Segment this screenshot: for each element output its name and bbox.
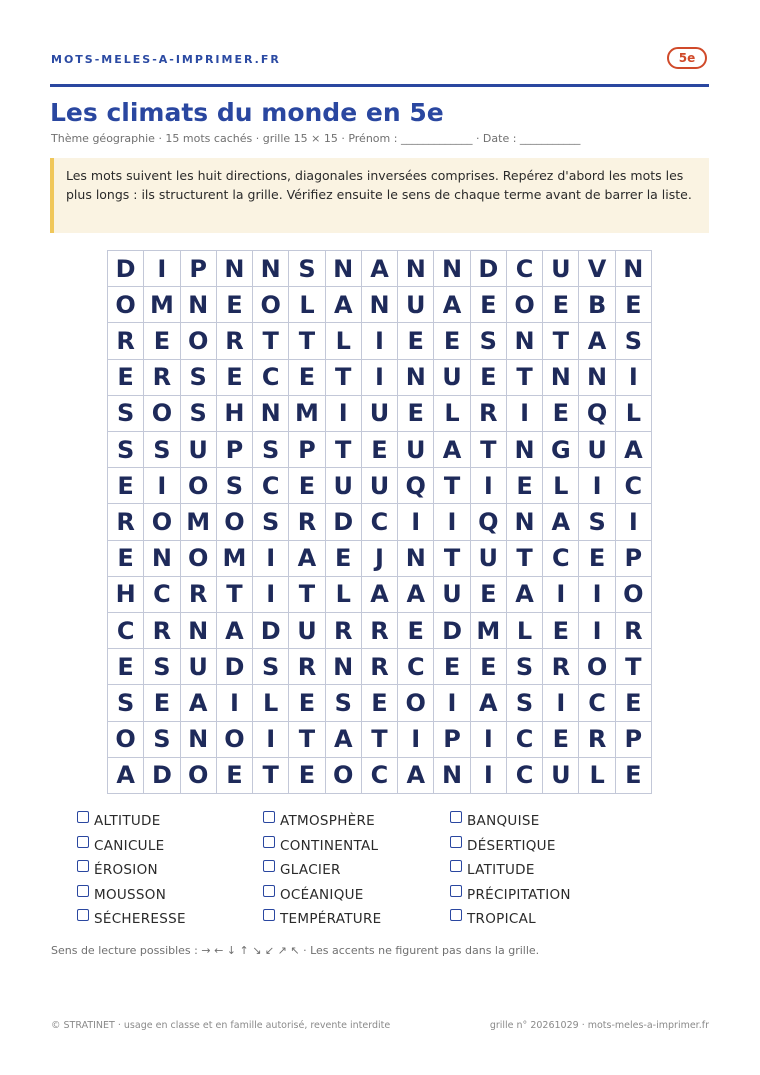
grid-cell[interactable]: E bbox=[362, 685, 398, 721]
grid-cell[interactable]: G bbox=[543, 432, 579, 468]
grid-cell[interactable]: N bbox=[543, 360, 579, 396]
grid-cell[interactable]: I bbox=[434, 504, 470, 540]
grid-cell[interactable]: I bbox=[398, 722, 434, 758]
grid-cell[interactable]: I bbox=[362, 360, 398, 396]
grid-cell[interactable]: T bbox=[362, 722, 398, 758]
grid-cell[interactable]: O bbox=[217, 504, 253, 540]
grid-cell[interactable]: I bbox=[616, 360, 652, 396]
grid-cell[interactable]: D bbox=[471, 251, 507, 287]
word-label: CANICULE bbox=[94, 837, 165, 854]
grid-cell[interactable]: I bbox=[434, 685, 470, 721]
grid-cell[interactable]: E bbox=[144, 685, 180, 721]
grid-cell[interactable]: E bbox=[217, 360, 253, 396]
grid-cell[interactable]: E bbox=[398, 613, 434, 649]
word-item[interactable] bbox=[263, 812, 450, 831]
grid-cell[interactable]: E bbox=[543, 396, 579, 432]
grid-cell[interactable]: L bbox=[543, 468, 579, 504]
grid-cell[interactable]: U bbox=[471, 541, 507, 577]
grid-cell[interactable]: I bbox=[144, 251, 180, 287]
grid-cell[interactable]: T bbox=[326, 432, 362, 468]
grid-cell[interactable]: N bbox=[434, 251, 470, 287]
grid-cell[interactable]: N bbox=[398, 360, 434, 396]
grid-cell[interactable]: I bbox=[579, 577, 615, 613]
grid-cell[interactable]: S bbox=[217, 468, 253, 504]
grid-cell[interactable]: E bbox=[398, 396, 434, 432]
grid-cell[interactable]: N bbox=[507, 432, 543, 468]
grid-cell[interactable]: D bbox=[108, 251, 144, 287]
grid-cell[interactable]: E bbox=[326, 541, 362, 577]
grid-cell[interactable]: E bbox=[507, 468, 543, 504]
grid-cell[interactable]: T bbox=[217, 577, 253, 613]
checkbox-icon[interactable] bbox=[77, 909, 89, 921]
grid-cell[interactable]: O bbox=[253, 287, 289, 323]
grid-cell[interactable]: T bbox=[289, 577, 325, 613]
grid-cell[interactable]: I bbox=[471, 758, 507, 794]
grid-cell[interactable]: U bbox=[434, 360, 470, 396]
grid-cell[interactable]: M bbox=[181, 504, 217, 540]
grid-cell[interactable]: N bbox=[616, 251, 652, 287]
grid-cell[interactable]: V bbox=[579, 251, 615, 287]
grid-cell[interactable]: H bbox=[108, 577, 144, 613]
footer-copyright: © STRATINET · usage en classe et en famille autorisé, revente interdite bbox=[51, 1020, 391, 1031]
checkbox-icon[interactable] bbox=[450, 836, 462, 848]
grid-cell[interactable]: N bbox=[362, 287, 398, 323]
word-label: ALTITUDE bbox=[94, 813, 161, 830]
checkbox-icon[interactable] bbox=[450, 909, 462, 921]
grid-cell[interactable]: C bbox=[507, 251, 543, 287]
grid-cell[interactable]: M bbox=[144, 287, 180, 323]
grid-cell[interactable]: I bbox=[253, 722, 289, 758]
grid-cell[interactable]: A bbox=[362, 577, 398, 613]
grid-cell[interactable]: L bbox=[434, 396, 470, 432]
grid-cell[interactable]: R bbox=[326, 613, 362, 649]
grid-cell[interactable]: R bbox=[289, 504, 325, 540]
grid-cell[interactable]: R bbox=[181, 577, 217, 613]
word-label: ATMOSPHÈRE bbox=[280, 813, 376, 830]
word-label: TROPICAL bbox=[467, 911, 536, 928]
grid-cell[interactable]: A bbox=[398, 758, 434, 794]
grid-cell[interactable]: T bbox=[253, 758, 289, 794]
grid-cell[interactable]: Q bbox=[471, 504, 507, 540]
grid-cell[interactable]: S bbox=[181, 396, 217, 432]
grid-cell[interactable]: E bbox=[108, 541, 144, 577]
grid-cell[interactable]: S bbox=[253, 504, 289, 540]
grid-cell[interactable]: S bbox=[181, 360, 217, 396]
grid-cell[interactable]: S bbox=[507, 649, 543, 685]
grid-cell[interactable]: A bbox=[108, 758, 144, 794]
grid-cell[interactable]: A bbox=[326, 722, 362, 758]
grid-cell[interactable]: E bbox=[434, 323, 470, 359]
checkbox-icon[interactable] bbox=[263, 860, 275, 872]
grid-cell[interactable]: S bbox=[253, 432, 289, 468]
grid-cell[interactable]: N bbox=[253, 396, 289, 432]
checkbox-icon[interactable] bbox=[450, 885, 462, 897]
word-list bbox=[77, 812, 677, 929]
grid-cell[interactable]: B bbox=[579, 287, 615, 323]
grid-cell[interactable]: O bbox=[181, 541, 217, 577]
word-label: BANQUISE bbox=[467, 813, 540, 830]
word-label: ÉROSION bbox=[94, 862, 158, 879]
grid-cell[interactable]: E bbox=[398, 323, 434, 359]
grid-cell[interactable]: E bbox=[471, 649, 507, 685]
grid-cell[interactable]: E bbox=[217, 758, 253, 794]
checkbox-icon[interactable] bbox=[450, 811, 462, 823]
grid-cell[interactable]: R bbox=[289, 649, 325, 685]
grid-cell[interactable]: T bbox=[507, 360, 543, 396]
grid-cell[interactable]: I bbox=[543, 577, 579, 613]
grid-cell[interactable]: R bbox=[616, 613, 652, 649]
grid-cell[interactable]: C bbox=[398, 649, 434, 685]
grid-cell[interactable]: H bbox=[217, 396, 253, 432]
grid-cell[interactable]: I bbox=[253, 541, 289, 577]
grid-cell[interactable]: O bbox=[181, 758, 217, 794]
grid-cell[interactable]: T bbox=[507, 541, 543, 577]
grid-cell[interactable]: R bbox=[144, 613, 180, 649]
grid-cell[interactable]: E bbox=[108, 468, 144, 504]
grid-cell[interactable]: N bbox=[398, 541, 434, 577]
grid-cell[interactable]: U bbox=[434, 577, 470, 613]
grid-cell[interactable]: C bbox=[507, 722, 543, 758]
grid-cell[interactable]: E bbox=[362, 432, 398, 468]
grid-cell[interactable]: S bbox=[471, 323, 507, 359]
grid-cell[interactable]: S bbox=[144, 649, 180, 685]
grid-cell[interactable]: A bbox=[289, 541, 325, 577]
grid-cell[interactable]: U bbox=[398, 432, 434, 468]
word-label: SÉCHERESSE bbox=[94, 911, 186, 928]
grid-cell[interactable]: T bbox=[434, 468, 470, 504]
grid-cell[interactable]: S bbox=[144, 432, 180, 468]
grid-cell[interactable]: E bbox=[144, 323, 180, 359]
word-label: TEMPÉRATURE bbox=[280, 911, 382, 928]
checkbox-icon[interactable] bbox=[263, 885, 275, 897]
grid-cell[interactable]: R bbox=[543, 649, 579, 685]
grid-cell[interactable]: U bbox=[543, 758, 579, 794]
word-label: OCÉANIQUE bbox=[280, 886, 364, 903]
grid-cell[interactable]: T bbox=[253, 323, 289, 359]
grid-cell[interactable]: R bbox=[108, 504, 144, 540]
grid-cell[interactable]: A bbox=[616, 432, 652, 468]
grid-cell[interactable]: U bbox=[579, 432, 615, 468]
grid-cell[interactable]: N bbox=[507, 504, 543, 540]
grid-cell[interactable]: O bbox=[326, 758, 362, 794]
grid-cell[interactable]: O bbox=[144, 396, 180, 432]
grid-cell[interactable]: N bbox=[217, 251, 253, 287]
grid-cell[interactable]: T bbox=[289, 722, 325, 758]
grid-cell[interactable]: I bbox=[579, 468, 615, 504]
grid-cell[interactable]: O bbox=[398, 685, 434, 721]
grid-cell[interactable]: C bbox=[362, 758, 398, 794]
grid-cell[interactable]: P bbox=[616, 722, 652, 758]
grid-cell[interactable]: L bbox=[507, 613, 543, 649]
grid-cell[interactable]: A bbox=[362, 251, 398, 287]
grid-cell[interactable]: I bbox=[543, 685, 579, 721]
grid-cell[interactable]: N bbox=[398, 251, 434, 287]
grid-cell[interactable]: E bbox=[471, 287, 507, 323]
grid-cell[interactable]: I bbox=[507, 396, 543, 432]
grid-cell[interactable]: E bbox=[543, 722, 579, 758]
grid-cell[interactable]: N bbox=[181, 722, 217, 758]
grid-cell[interactable]: P bbox=[181, 251, 217, 287]
grid-cell[interactable]: E bbox=[543, 287, 579, 323]
grid-cell[interactable]: U bbox=[181, 432, 217, 468]
grid-cell[interactable]: S bbox=[289, 251, 325, 287]
grid-cell[interactable]: E bbox=[579, 541, 615, 577]
grid-cell[interactable]: D bbox=[217, 649, 253, 685]
word-item[interactable] bbox=[77, 886, 263, 905]
grid-cell[interactable]: A bbox=[181, 685, 217, 721]
grid-cell[interactable]: U bbox=[398, 287, 434, 323]
grid-cell[interactable]: N bbox=[253, 251, 289, 287]
checkbox-icon[interactable] bbox=[77, 885, 89, 897]
word-label: GLACIER bbox=[280, 862, 341, 879]
word-item[interactable] bbox=[263, 910, 450, 929]
grid-cell[interactable]: N bbox=[181, 287, 217, 323]
grid-cell[interactable]: S bbox=[579, 504, 615, 540]
grid-cell[interactable]: A bbox=[434, 287, 470, 323]
grid-cell[interactable]: R bbox=[362, 649, 398, 685]
grid-cell[interactable]: A bbox=[398, 577, 434, 613]
grid-cell[interactable]: A bbox=[434, 432, 470, 468]
grid-cell[interactable]: A bbox=[579, 323, 615, 359]
grid-cell[interactable]: U bbox=[362, 396, 398, 432]
grid-cell[interactable]: J bbox=[362, 541, 398, 577]
grid-cell[interactable]: E bbox=[289, 685, 325, 721]
site-name: MOTS-MELES-A-IMPRIMER.FR bbox=[51, 53, 281, 66]
grid-cell[interactable]: A bbox=[326, 287, 362, 323]
grid-cell[interactable]: R bbox=[579, 722, 615, 758]
grid-cell[interactable]: A bbox=[507, 577, 543, 613]
checkbox-icon[interactable] bbox=[77, 860, 89, 872]
level-badge: 5e bbox=[667, 47, 707, 69]
grid-cell[interactable]: M bbox=[217, 541, 253, 577]
word-item[interactable] bbox=[77, 812, 263, 831]
grid-cell[interactable]: S bbox=[507, 685, 543, 721]
grid-cell[interactable]: N bbox=[144, 541, 180, 577]
grid-cell[interactable]: T bbox=[326, 360, 362, 396]
grid-cell[interactable]: D bbox=[326, 504, 362, 540]
grid-cell[interactable]: I bbox=[217, 685, 253, 721]
grid-cell[interactable]: I bbox=[579, 613, 615, 649]
grid-cell[interactable]: M bbox=[471, 613, 507, 649]
grid-cell[interactable]: E bbox=[217, 287, 253, 323]
grid-cell[interactable]: I bbox=[253, 577, 289, 613]
grid-cell[interactable]: E bbox=[471, 360, 507, 396]
grid-cell[interactable]: E bbox=[543, 613, 579, 649]
header-divider bbox=[50, 84, 709, 87]
grid-cell[interactable]: L bbox=[289, 287, 325, 323]
grid-cell[interactable]: O bbox=[108, 287, 144, 323]
grid-cell[interactable]: O bbox=[181, 323, 217, 359]
grid-cell[interactable]: D bbox=[253, 613, 289, 649]
grid-cell[interactable]: I bbox=[362, 323, 398, 359]
grid-cell[interactable]: P bbox=[434, 722, 470, 758]
checkbox-icon[interactable] bbox=[263, 836, 275, 848]
grid-cell[interactable]: Q bbox=[579, 396, 615, 432]
grid-cell[interactable]: E bbox=[108, 649, 144, 685]
grid-cell[interactable]: N bbox=[579, 360, 615, 396]
grid-cell[interactable]: E bbox=[108, 360, 144, 396]
grid-cell[interactable]: L bbox=[253, 685, 289, 721]
word-item[interactable] bbox=[450, 837, 650, 856]
word-label: MOUSSON bbox=[94, 886, 167, 903]
checkbox-icon[interactable] bbox=[263, 909, 275, 921]
grid-cell[interactable]: C bbox=[253, 360, 289, 396]
grid-cell[interactable]: N bbox=[181, 613, 217, 649]
grid-cell[interactable]: S bbox=[326, 685, 362, 721]
grid-cell[interactable]: L bbox=[326, 323, 362, 359]
grid-cell[interactable]: S bbox=[108, 685, 144, 721]
word-item[interactable] bbox=[263, 861, 450, 880]
grid-cell[interactable]: P bbox=[217, 432, 253, 468]
grid-cell[interactable]: T bbox=[616, 649, 652, 685]
grid-cell[interactable]: A bbox=[217, 613, 253, 649]
grid-cell[interactable]: R bbox=[144, 360, 180, 396]
grid-cell[interactable]: O bbox=[507, 287, 543, 323]
grid-cell[interactable]: R bbox=[108, 323, 144, 359]
instructions-box: Les mots suivent les huit directions, diagonales inversées comprises. Repérez d'abord les mots les plus longs : ils structurent la grille. Vérifiez ensuite le sens de chaque terme avant de barrer la liste. bbox=[50, 158, 709, 233]
word-item[interactable] bbox=[263, 886, 450, 905]
word-item[interactable] bbox=[263, 837, 450, 856]
checkbox-icon[interactable] bbox=[450, 860, 462, 872]
grid-cell[interactable]: E bbox=[289, 360, 325, 396]
letter-grid bbox=[107, 250, 652, 794]
grid-cell[interactable]: U bbox=[326, 468, 362, 504]
grid-cell[interactable]: T bbox=[543, 323, 579, 359]
grid-cell[interactable]: A bbox=[543, 504, 579, 540]
grid-cell[interactable]: U bbox=[362, 468, 398, 504]
grid-cell[interactable]: S bbox=[616, 323, 652, 359]
grid-cell[interactable]: L bbox=[616, 396, 652, 432]
grid-cell[interactable]: P bbox=[616, 541, 652, 577]
grid-cell[interactable]: E bbox=[616, 685, 652, 721]
grid-cell[interactable]: D bbox=[144, 758, 180, 794]
grid-cell[interactable]: C bbox=[579, 685, 615, 721]
word-item[interactable] bbox=[77, 837, 263, 856]
grid-cell[interactable]: E bbox=[289, 468, 325, 504]
grid-cell[interactable]: N bbox=[507, 323, 543, 359]
checkbox-icon[interactable] bbox=[77, 836, 89, 848]
word-item[interactable] bbox=[77, 910, 263, 929]
word-item[interactable] bbox=[77, 861, 263, 880]
page-title: Les climats du monde en 5e bbox=[50, 98, 444, 127]
grid-cell[interactable]: O bbox=[181, 468, 217, 504]
grid-cell[interactable]: E bbox=[616, 287, 652, 323]
worksheet-meta: Thème géographie · 15 mots cachés · grille 15 × 15 · Prénom : _____________ · Date : ___________ bbox=[51, 132, 581, 145]
grid-cell[interactable]: C bbox=[616, 468, 652, 504]
grid-cell[interactable]: I bbox=[144, 468, 180, 504]
grid-cell[interactable]: E bbox=[289, 758, 325, 794]
grid-cell[interactable]: U bbox=[543, 251, 579, 287]
checkbox-icon[interactable] bbox=[263, 811, 275, 823]
grid-cell[interactable]: I bbox=[398, 504, 434, 540]
grid-cell[interactable]: S bbox=[253, 649, 289, 685]
grid-cell[interactable]: S bbox=[108, 432, 144, 468]
grid-cell[interactable]: T bbox=[434, 541, 470, 577]
grid-cell[interactable]: I bbox=[326, 396, 362, 432]
grid-cell[interactable]: I bbox=[471, 722, 507, 758]
word-label: LATITUDE bbox=[467, 862, 535, 879]
footer-grid-number: grille n° 20261029 · mots-meles-a-imprimer.fr bbox=[489, 1020, 709, 1031]
word-label: CONTINENTAL bbox=[280, 837, 379, 854]
grid-cell[interactable]: R bbox=[362, 613, 398, 649]
grid-cell[interactable]: L bbox=[579, 758, 615, 794]
grid-cell[interactable]: R bbox=[217, 323, 253, 359]
grid-cell[interactable]: C bbox=[144, 577, 180, 613]
grid-cell[interactable]: S bbox=[108, 396, 144, 432]
grid-cell[interactable]: U bbox=[289, 613, 325, 649]
grid-cell[interactable]: O bbox=[108, 722, 144, 758]
grid-cell[interactable]: E bbox=[471, 577, 507, 613]
grid-cell[interactable]: Q bbox=[398, 468, 434, 504]
grid-cell[interactable]: C bbox=[253, 468, 289, 504]
word-label: DÉSERTIQUE bbox=[467, 837, 556, 854]
grid-cell[interactable]: P bbox=[289, 432, 325, 468]
word-item[interactable] bbox=[450, 886, 650, 905]
grid-cell[interactable]: O bbox=[144, 504, 180, 540]
grid-cell[interactable]: C bbox=[543, 541, 579, 577]
word-item[interactable] bbox=[450, 910, 650, 929]
grid-cell[interactable]: C bbox=[507, 758, 543, 794]
grid-cell[interactable]: A bbox=[471, 685, 507, 721]
grid-cell[interactable]: T bbox=[289, 323, 325, 359]
grid-cell[interactable]: E bbox=[434, 649, 470, 685]
grid-cell[interactable]: C bbox=[108, 613, 144, 649]
grid-cell[interactable]: C bbox=[362, 504, 398, 540]
word-item[interactable] bbox=[450, 861, 650, 880]
grid-cell[interactable]: M bbox=[289, 396, 325, 432]
grid-cell[interactable]: R bbox=[471, 396, 507, 432]
word-item[interactable] bbox=[450, 812, 650, 831]
grid-cell[interactable]: N bbox=[326, 251, 362, 287]
grid-cell[interactable]: L bbox=[326, 577, 362, 613]
grid-cell[interactable]: E bbox=[616, 758, 652, 794]
grid-cell[interactable]: S bbox=[144, 722, 180, 758]
grid-cell[interactable]: I bbox=[471, 468, 507, 504]
grid-cell[interactable]: O bbox=[579, 649, 615, 685]
reading-directions-hint: Sens de lecture possibles : → ← ↓ ↑ ↘ ↙ ↗ ↖ · Les accents ne figurent pas dans la grille. bbox=[51, 944, 540, 957]
grid-cell[interactable]: N bbox=[434, 758, 470, 794]
grid-cell[interactable]: U bbox=[181, 649, 217, 685]
grid-cell[interactable]: O bbox=[217, 722, 253, 758]
grid-cell[interactable]: O bbox=[616, 577, 652, 613]
grid-cell[interactable]: T bbox=[471, 432, 507, 468]
checkbox-icon[interactable] bbox=[77, 811, 89, 823]
word-label: PRÉCIPITATION bbox=[467, 886, 571, 903]
grid-cell[interactable]: D bbox=[434, 613, 470, 649]
grid-cell[interactable]: N bbox=[326, 649, 362, 685]
grid-cell[interactable]: I bbox=[616, 504, 652, 540]
